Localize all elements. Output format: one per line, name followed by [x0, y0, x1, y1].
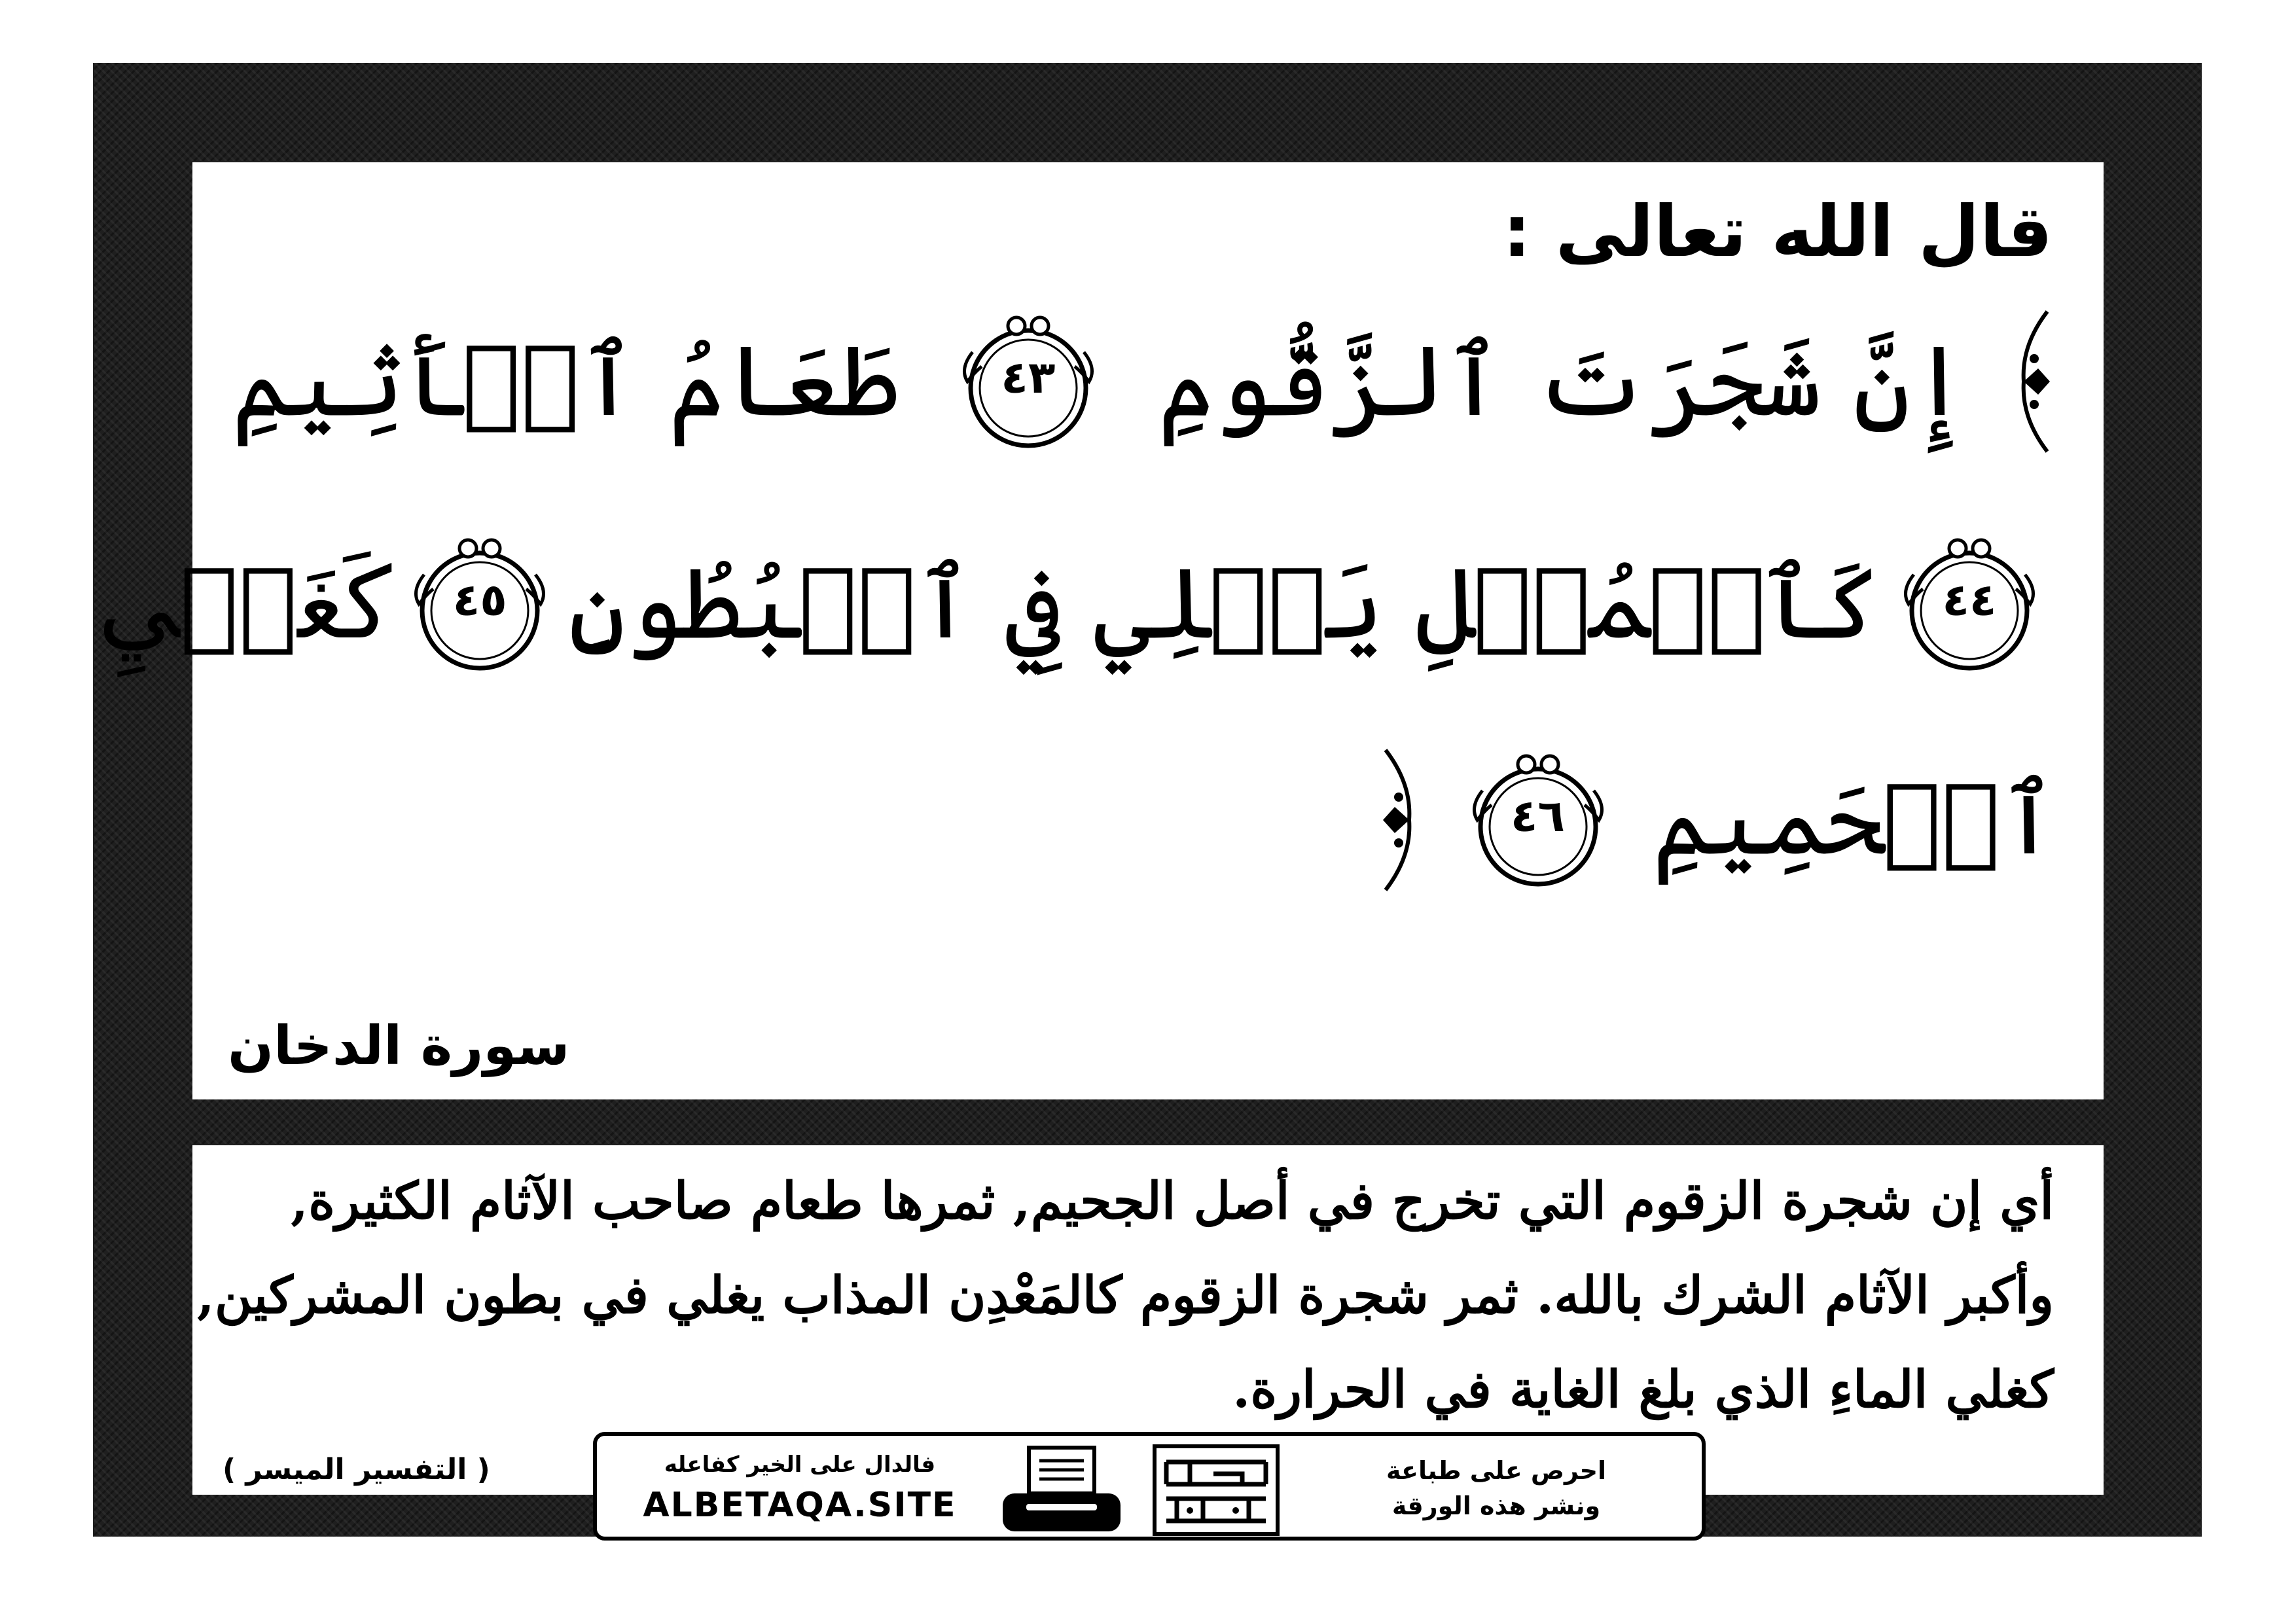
tafsir-line: أي إن شجرة الزقوم التي تخرج في أصل الجحيم, ثمرها طعام صاحب الآثام الكثيرة,	[291, 1171, 2054, 1231]
verse-line	[232, 306, 2058, 457]
surah-name: سورة الدخان	[228, 1015, 570, 1077]
verse-line	[98, 529, 2058, 679]
footer-call-line: ونشر هذه الورقة	[1391, 1491, 1601, 1520]
ayah-number: ٤٦	[1511, 791, 1566, 842]
verse-line	[232, 745, 2058, 895]
verse-text: كَٱلۡمُهۡلِ يَغۡلِي فِي ٱلۡبُطُونِ	[568, 547, 1881, 661]
ayah-number: ٤٥	[452, 575, 507, 626]
decorative-frame	[93, 63, 2202, 1537]
verse-text: طَعَامُ ٱلۡأَثِيمِ	[232, 325, 899, 438]
verse-text: ٱلۡحَمِيمِ	[1652, 763, 2058, 877]
verse-intro: قال الله تعالى :	[1502, 191, 2053, 273]
printer-icon	[996, 1444, 1127, 1535]
tafsir-line: كغلي الماءِ الذي بلغ الغاية في الحرارة.	[1232, 1360, 2054, 1419]
tafsir-line: وأكبر الآثام الشرك بالله. ثمر شجرة الزقوم كالمَعْدِن المذاب يغلي في بطون المشركين,	[196, 1266, 2054, 1325]
footer-tagline: فالدال على الخير كفاعله	[664, 1452, 936, 1478]
ornament-close-icon	[1375, 745, 1424, 895]
ayah-marker	[953, 306, 1103, 457]
footer-bar	[593, 1432, 1706, 1541]
ayah-marker	[404, 529, 555, 679]
ayah-marker	[1894, 529, 2045, 679]
footer-call-line: احرص على طباعة	[1386, 1456, 1607, 1485]
ayah-marker	[1463, 745, 1613, 895]
footer-call-block	[1313, 1442, 1679, 1534]
logo-icon	[1151, 1442, 1282, 1538]
ayah-number: ٤٤	[1942, 575, 1997, 626]
footer-site-block	[623, 1441, 977, 1535]
verse-text: كَغَلۡيِ	[98, 547, 392, 661]
ornament-open-icon	[2009, 306, 2058, 457]
tafsir-source: ( التفسير الميسر )	[223, 1453, 490, 1486]
footer-site-link[interactable]: ALBETAQA.SITE	[643, 1486, 957, 1525]
ayah-number: ٤٣	[1001, 352, 1056, 404]
verse-panel	[98, 162, 2104, 1099]
verse-text: إِنَّ شَجَرَتَ ٱلزَّقُّومِ	[1157, 325, 1968, 438]
